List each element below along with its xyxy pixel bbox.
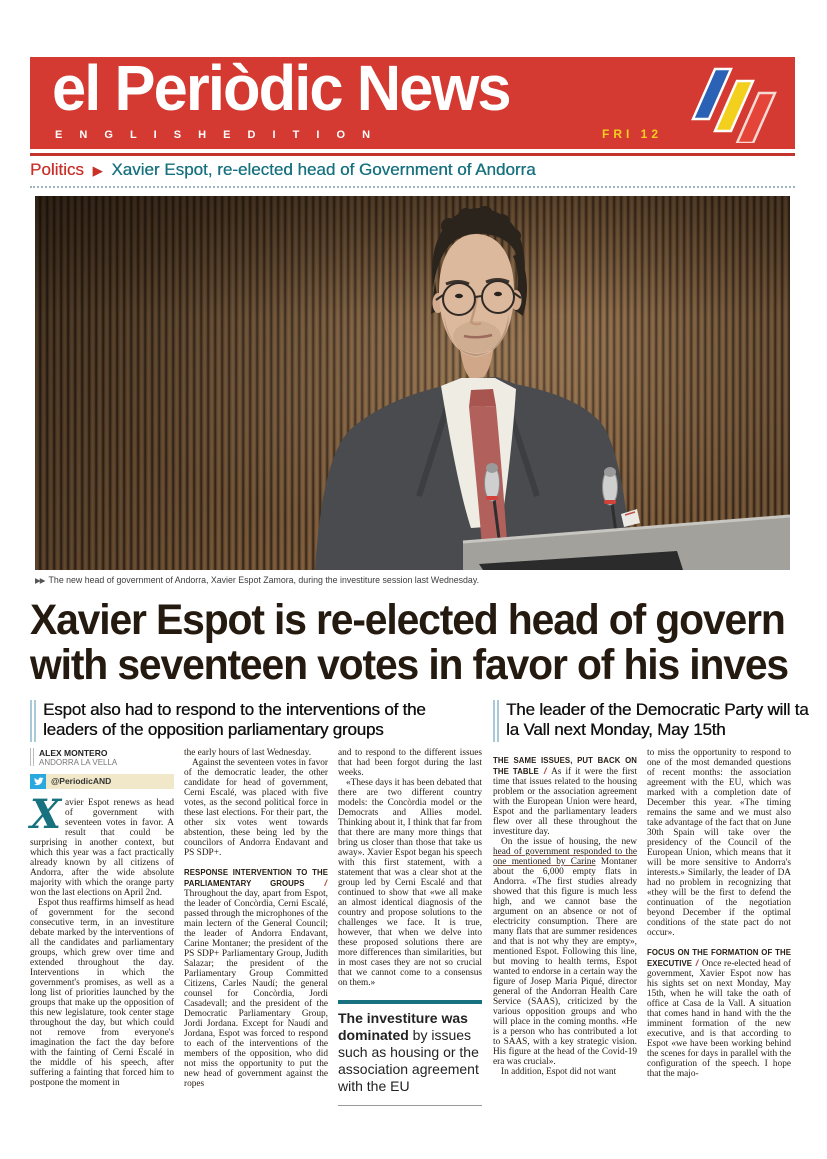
newspaper-title: el Periòdic News (52, 52, 510, 124)
section-divider-rule (30, 153, 795, 156)
body-column-4 (493, 748, 637, 1079)
main-headline (30, 598, 827, 688)
lead-photo (35, 196, 790, 570)
article-body (30, 700, 827, 1106)
headline-line-1: Xavier Espot is re-elected head of govern (30, 598, 785, 644)
deck-bars-icon (493, 700, 499, 742)
pull-quote-box (338, 1000, 482, 1106)
twitter-bar (30, 774, 174, 789)
drop-cap: X (30, 791, 62, 838)
body-column-2 (184, 748, 328, 1106)
twitter-handle[interactable]: @PeriodicAND (46, 774, 174, 789)
paragraph: Montaner about the 6,000 empty flats in Andorra. «The first studies already showed that this figure is much less high, and we cannot base the argument on an absence or not of electricity consumption. There are many flats that are summer residences and that is not why they are empty», mentioned Espot. Following this line, but moving to health terms, Espot wanted to endorse in a certain way the figure of Josep Maria Piqué, director general of the Andorran Health Care Service (SAAS), criticized by the various opposition groups and who will place in the coming months. «He is a person who has contributed a lot to SAAS, with a key strategic vision. His figure at the head of the Covid-19 era was crucial». (493, 857, 637, 1067)
paragraph: avier Espot renews as head of government with seventeen votes in favor. A result that could be surprising in another context, but which this year was a fact practically already known by all citizens of Andorra, after the wide absolute majority with which the orange party won the last elections on April 2nd. (30, 798, 174, 898)
byline-author: ALEX MONTERO (39, 748, 108, 758)
pull-quote-rest: by issues such as housing or the association agreement with the EU (338, 1027, 479, 1094)
body-column-5 (647, 748, 791, 1079)
kicker-section-label: Politics (30, 160, 84, 179)
paragraph: Throughout the day, apart from Espot, the leader of Concòrdia, Cerni Escalé, passed through the microphones of the main lectern of the General Council; the leader of Andorra Endavant, Carine Montaner; the president of the PS SDP+ Parliamentary Group, Judith Salazar; the president of the Parliamentary Group Committed Citizens, Carles Naudí; the general counsel for Concòrdia, Jordi Casadevall; and the president of the Democratic Parliamentary Group, Jordi Jordana. Except for Naudí and Jordana, Espot was forced to respond to each of the interventions of the members of the opposition, who did not miss the opportunity to put the new head of government against the ropes (184, 889, 328, 1089)
article-link[interactable]: head of government responded to the one mentioned by Carine (493, 847, 637, 867)
paragraph: and to respond to the different issues that had been forgot during the last weeks. (338, 748, 482, 778)
masthead (30, 52, 795, 149)
slash-mark: / (324, 878, 327, 888)
paragraph: the early hours of last Wednesday. (184, 748, 312, 758)
kicker-headline: Xavier Espot, re-elected head of Government of Andorra (111, 160, 536, 179)
paragraph: Against the seventeen votes in favor of the democratic leader, the other candidate for head of government, Cerni Escalé, was placed with five votes, as the second political force in these last elections. For their part, the other six votes went towards abstention, these being led by the councilors of Andorra Endavant and PS SDP+. (184, 758, 328, 858)
speaker-illustration (35, 196, 790, 570)
runin-subhead: RESPONSE INTERVENTION TO THE PARLIAMENTARY GROUPS (184, 868, 328, 888)
headline-line-2: with seventeen votes in favor of his inves (30, 641, 789, 688)
caption-text: The new head of government of Andorra, Xavier Espot Zamora, during the investiture session last Wednesday. (48, 575, 480, 585)
left-section (30, 700, 482, 1106)
deck-right-line-2: la Vall next Monday, May 15th (506, 720, 726, 739)
body-column-3 (338, 748, 482, 1106)
byline (30, 748, 174, 767)
twitter-bird-icon (30, 774, 46, 789)
byline-location: ANDORRA LA VELLA (39, 758, 118, 767)
dotted-rule (30, 186, 795, 188)
kicker (30, 160, 795, 180)
paragraph: to miss the opportunity to respond to one of the most demanded questions of recent months: the association agreement with the EU, which was marked with a completion date of December this year. «The timing remains the same and we must also take advantage of the fact that on June 30th Spain will take over the presidency of the Council of the European Union, which means that it will be more sensitive to Andorra's interests.» Similarly, the leader of DA had no problem in recognizing that «they will be the first to defend the continuation of the negotiation beyond December if the optimal conditions of the state pact do not occur». (647, 748, 791, 938)
caption-arrows-icon: ▶▶ (35, 576, 45, 585)
edition-label: E N G L I S H E D I T I O N (55, 129, 378, 141)
paragraph: In addition, Espot did not want (501, 1067, 617, 1077)
slash-mark: / (695, 958, 699, 968)
deck-bars-icon (30, 700, 36, 742)
deck-right (493, 700, 827, 742)
runin-subhead: THE SAME ISSUES, PUT BACK ON THE TABLE (493, 756, 637, 776)
date-label: FRI 12 (602, 127, 663, 141)
column-gap (482, 700, 493, 1106)
runin-subhead: FOCUS ON THE FORMATION OF THE EXECUTIVE (647, 948, 791, 968)
paragraph: Once re-elected head of government, Xavier Espot now has his sights set on next Monday, May 15th, when he will take the oath of office at Casa de la Vall. A situation that comes hand in hand with the the imminent formation of the new executive, and is that according to Espot «we have been working behind the scenes for days in parallel with the configuration of the speech. I hope that the majo- (647, 959, 792, 1079)
photo-caption (35, 575, 795, 585)
deck-left (30, 700, 482, 742)
byline-bars-icon (30, 748, 34, 766)
paragraph: As if it were the first time that issues related to the housing problem or the association agreement with the European Union were heard, Espot and the parliamentary leaders flew over all these throughout the investiture day. (493, 767, 637, 837)
paragraph: «These days it has been debated that there are two different country models: the Concòrdia model or the Democrats and Allies model. Thinking about it, I think that far from that there are many more things that bring us closer than those that take us away». Xavier Espot began his speech with this first statement, with a statement that was a clear shot at the group led by Cerni Escalé and that continued to show that «we all make an almost identical diagnosis of the country and propose solutions to the challenges we face. It is true, however, that when we delve into these proposed solutions there are more differences than similarities, but in most cases they are not so crucial that we cannot come to a consensus on them.» (338, 778, 482, 988)
paragraph: On the issue of housing, the new (501, 837, 637, 847)
kicker-arrow-icon: ▶ (92, 163, 103, 178)
paragraph: Espot thus reaffirms himself as head of government for the second consecutive term, in an investiture debate marked by the interventions of all the candidates and parliamentary groups, which grew over time and extended throughout the day. Interventions in which the government's promises, as well as a long list of priorities launched by the groups that make up the opposition of this new legislature, took center stage throughout the day, but which could not remove from everyone's imagination the fact the day before with the fainting of Cerni Escalé in the middle of his speech, after suffering a fainting that forced him to postpone the moment in (30, 898, 174, 1088)
deck-left-text: Espot also had to respond to the interventions of the leaders of the opposition parliamentary groups (43, 700, 426, 739)
deck-right-line-1: The leader of the Democratic Party will ta (506, 700, 809, 719)
andorra-flag-icon (685, 63, 789, 143)
pull-quote-bold: The investiture was dominated (338, 1010, 468, 1043)
body-column-1 (30, 748, 174, 1106)
slash-mark: / (543, 766, 547, 776)
right-section (493, 700, 827, 1106)
